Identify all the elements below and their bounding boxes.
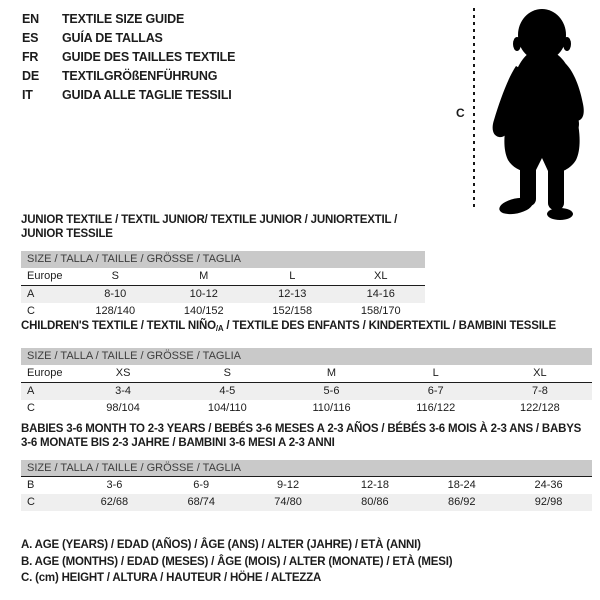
size-header-bar: SIZE / TALLA / TAILLE / GRÖSSE / TAGLIA bbox=[21, 251, 425, 268]
babies-table-section bbox=[21, 422, 592, 511]
lang-code: EN bbox=[22, 12, 39, 26]
cell-value: L bbox=[432, 367, 439, 379]
note-age-years: A. AGE (YEARS) / EDAD (AÑOS) / ÂGE (ANS) / ALTER (JAHRE) / ETÀ (ANNI) bbox=[21, 539, 421, 551]
junior-table-title: JUNIOR TEXTILE / TEXTIL JUNIOR/ TEXTILE JUNIOR / JUNIORTEXTIL / JUNIOR TESSILE bbox=[21, 214, 398, 240]
lang-row-it bbox=[22, 86, 235, 105]
cell-value: 3-6 bbox=[106, 479, 123, 491]
cell-value: 4-5 bbox=[219, 385, 236, 397]
cell-value: XL bbox=[533, 367, 547, 379]
cell-value: 68/74 bbox=[187, 496, 215, 508]
cell-value: 80/86 bbox=[361, 496, 389, 508]
baby-figure bbox=[440, 6, 600, 224]
children-title-pre: CHILDREN'S TEXTILE / TEXTIL NIÑO bbox=[21, 320, 216, 332]
children-title-sub: /A bbox=[215, 324, 224, 333]
cell-value: 74/80 bbox=[274, 496, 302, 508]
lang-code: FR bbox=[22, 50, 39, 64]
cell-value: M bbox=[199, 270, 209, 282]
babies-table bbox=[21, 460, 592, 511]
height-dashed-line bbox=[473, 8, 475, 211]
cell-value: M bbox=[326, 367, 337, 379]
row-label: C bbox=[27, 402, 35, 414]
junior-table-section bbox=[21, 213, 425, 320]
cell-value: 116/122 bbox=[416, 402, 456, 414]
cell-value: 9-12 bbox=[277, 479, 300, 491]
children-table-section bbox=[21, 319, 592, 417]
cell-value: S bbox=[111, 270, 119, 282]
height-measure-label: C bbox=[456, 106, 465, 120]
lang-row-de bbox=[22, 67, 235, 86]
lang-title: TEXTILE SIZE GUIDE bbox=[62, 12, 185, 26]
cell-value: 86/92 bbox=[447, 496, 476, 508]
baby-silhouette-icon bbox=[486, 8, 598, 221]
lang-title: TEXTILGRÖßENFÜHRUNG bbox=[62, 69, 218, 83]
cell-value: L bbox=[289, 270, 296, 282]
row-label: A bbox=[27, 288, 35, 300]
cell-value: 158/170 bbox=[360, 305, 401, 317]
size-header-bar: SIZE / TALLA / TAILLE / GRÖSSE / TAGLIA bbox=[21, 460, 592, 477]
cell-value: 10-12 bbox=[189, 288, 218, 300]
cell-value: 140/152 bbox=[183, 305, 224, 317]
cell-value: 6-9 bbox=[193, 479, 210, 491]
lang-title: GUÍA DE TALLAS bbox=[62, 31, 163, 45]
row-label: Europe bbox=[27, 270, 63, 282]
table-row bbox=[21, 477, 592, 494]
cell-value: 7-8 bbox=[531, 385, 548, 397]
cell-value: 14-16 bbox=[366, 288, 395, 300]
lang-title: GUIDA ALLE TAGLIE TESSILI bbox=[62, 88, 232, 102]
table-row bbox=[21, 494, 592, 511]
cell-value: 98/104 bbox=[106, 402, 140, 414]
cell-value: 12-18 bbox=[360, 479, 389, 491]
table-row bbox=[21, 383, 592, 400]
row-label: Europe bbox=[27, 367, 63, 379]
note-height-cm: C. (cm) HEIGHT / ALTURA / HAUTEUR / HÖHE / ALTEZZA bbox=[21, 572, 322, 584]
cell-value: 128/140 bbox=[95, 305, 136, 317]
cell-value: 12-13 bbox=[278, 288, 307, 300]
cell-value: 18-24 bbox=[447, 479, 476, 491]
lang-title: GUIDE DES TAILLES TEXTILE bbox=[62, 50, 236, 64]
row-label: C bbox=[27, 305, 35, 317]
lang-code: DE bbox=[22, 69, 39, 83]
cell-value: 104/110 bbox=[207, 402, 247, 414]
note-age-months: B. AGE (MONTHS) / EDAD (MESES) / ÂGE (MOIS) / ALTER (MONATE) / ETÀ (MESI) bbox=[21, 555, 453, 568]
cell-value: S bbox=[223, 367, 231, 379]
cell-value: 3-4 bbox=[115, 385, 132, 397]
lang-code: IT bbox=[22, 88, 33, 102]
cell-value: XL bbox=[374, 270, 388, 282]
babies-table-title: BABIES 3-6 MONTH TO 2-3 YEARS / BEBÉS 3-6 MESES A 2-3 AÑOS / BÉBÉS 3-6 MOIS À 2-3 ANS / BABYS 3-6 MONATE BIS 2-3 JAHRE / BAMBINI 3-6 MESI A 2-3 ANNI bbox=[21, 423, 582, 449]
cell-value: 122/128 bbox=[520, 402, 560, 414]
cell-value: 6-7 bbox=[427, 385, 444, 397]
cell-value: 24-36 bbox=[534, 479, 563, 491]
lang-row-fr bbox=[22, 48, 235, 67]
cell-value: 152/158 bbox=[272, 305, 313, 317]
children-table bbox=[21, 348, 592, 417]
junior-table bbox=[21, 251, 425, 320]
cell-value: 62/68 bbox=[100, 496, 129, 508]
children-table-title bbox=[21, 319, 592, 336]
cell-value: 92/98 bbox=[534, 496, 563, 508]
size-header-bar: SIZE / TALLA / TAILLE / GRÖSSE / TAGLIA bbox=[21, 348, 592, 365]
row-label: B bbox=[27, 479, 35, 491]
legend-notes bbox=[21, 537, 452, 587]
table-row bbox=[21, 303, 425, 320]
lang-row-es bbox=[22, 29, 235, 48]
row-label: C bbox=[27, 496, 35, 508]
table-row bbox=[21, 400, 592, 417]
cell-value: 8-10 bbox=[104, 288, 127, 300]
cell-value: 5-6 bbox=[323, 385, 340, 397]
cell-value: XS bbox=[115, 367, 131, 379]
table-row bbox=[21, 286, 425, 303]
lang-code: ES bbox=[22, 31, 39, 45]
cell-value: 110/116 bbox=[312, 402, 351, 414]
row-label: A bbox=[27, 385, 35, 397]
children-title-post: / TEXTILE DES ENFANTS / KINDERTEXTIL / BAMBINI TESSILE bbox=[223, 320, 556, 332]
table-row bbox=[21, 365, 592, 383]
lang-row-en bbox=[22, 10, 235, 29]
table-row bbox=[21, 268, 425, 286]
language-header bbox=[22, 10, 235, 105]
